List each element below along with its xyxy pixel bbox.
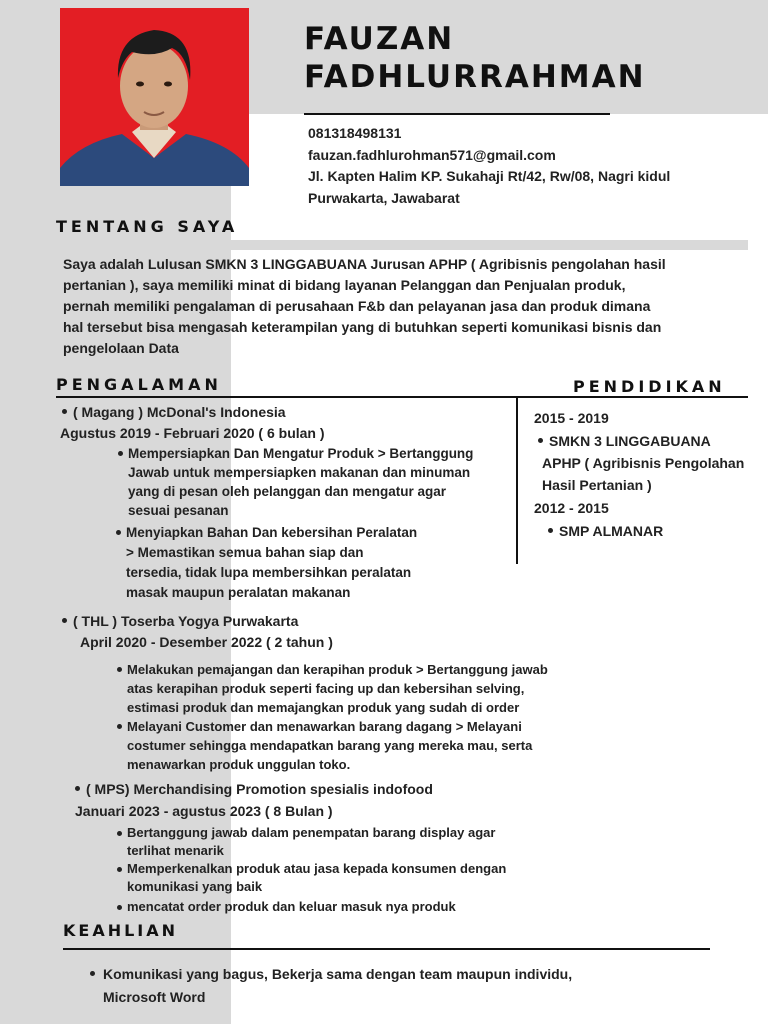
bullet-icon <box>117 867 122 872</box>
bullet-line: Memperkenalkan produk atau jasa kepada konsumen dengan <box>127 861 507 876</box>
bullet-line: Jawab untuk mempersiapken makanan dan minuman <box>128 465 471 480</box>
name-line-1: FAUZAN <box>304 21 455 57</box>
school-name: SMP ALMANAR <box>559 523 664 539</box>
about-text <box>63 254 733 359</box>
experience-divider <box>56 396 748 398</box>
job-bullet <box>127 717 532 774</box>
job-period: Januari 2023 - agustus 2023 ( 8 Bulan ) <box>75 803 333 819</box>
bullet-line: Mempersiapkan Dan Mengatur Produk > Bertanggung <box>128 446 474 461</box>
email-address: fauzan.fadhlurohman571@gmail.com <box>308 146 556 163</box>
education-detail <box>542 452 744 496</box>
name-line-2: FADHLURRAHMAN <box>304 59 646 95</box>
name-underline <box>304 113 610 115</box>
about-line: Saya adalah Lulusan SMKN 3 LINGGABUANA Jurusan APHP ( Agribisnis pengolahan hasil <box>63 256 666 272</box>
bullet-line: > Memastikan semua bahan siap dan <box>126 545 364 560</box>
job-title-text: ( Magang ) McDonal's Indonesia <box>73 404 286 420</box>
education-title: PENDIDIKAN <box>573 377 726 396</box>
job-title <box>62 404 286 420</box>
education-years: 2012 - 2015 <box>534 500 609 516</box>
skills-line: Microsoft Word <box>103 989 206 1005</box>
job-title <box>62 613 298 629</box>
education-entry <box>534 497 609 519</box>
education-entry <box>534 407 609 429</box>
address-line-2: Purwakarta, Jawabarat <box>308 189 460 206</box>
phone-number: 081318498131 <box>308 125 402 141</box>
bullet-icon <box>75 786 80 791</box>
school-name: SMKN 3 LINGGABUANA <box>549 433 711 449</box>
bullet-icon <box>117 905 122 910</box>
bullet-line: tersedia, tidak lupa membersihkan peralatan <box>126 565 412 580</box>
bullet-line: Bertanggung jawab dalam penempatan barang display agar <box>127 825 496 840</box>
about-line: pertanian ), saya memiliki minat di bidang layanan Pelanggan dan Penjualan produk, <box>63 277 626 293</box>
bullet-icon <box>117 831 122 836</box>
bullet-line: komunikasi yang baik <box>127 879 263 894</box>
about-title: TENTANG SAYA <box>56 217 239 236</box>
skills-list <box>103 963 572 1009</box>
job-title-text: ( THL ) Toserba Yogya Purwakarta <box>73 613 299 629</box>
bullet-icon <box>62 618 67 623</box>
bullet-line: masak maupun peralatan makanan <box>126 585 351 600</box>
bullet-line: Melayani Customer dan menawarkan barang dagang > Melayani <box>127 719 522 734</box>
bullet-line: Melakukan pemajangan dan kerapihan produk > Bertanggung jawab <box>127 662 548 677</box>
bullet-line: Menyiapkan Bahan Dan kebersihan Peralatan <box>126 525 418 540</box>
skills-line: Komunikasi yang bagus, Bekerja sama dengan team maupun individu, <box>103 966 573 982</box>
detail-line: APHP ( Agribisnis Pengolahan <box>542 455 745 471</box>
bullet-icon <box>117 667 122 672</box>
job-bullet <box>128 444 473 520</box>
bullet-line: atas kerapihan produk seperti facing up dan kebersihan selving, <box>127 681 525 696</box>
bullet-icon <box>118 451 123 456</box>
bullet-icon <box>62 409 67 414</box>
job-period: Agustus 2019 - Februari 2020 ( 6 bulan ) <box>60 425 325 441</box>
bullet-icon <box>90 971 95 976</box>
education-school <box>548 520 663 542</box>
bullet-icon <box>548 528 553 533</box>
profile-photo <box>60 8 249 186</box>
about-line: pernah memiliki pengalaman di perusahaan F&b dan pelayanan jasa dan produk dimana <box>63 298 651 314</box>
bullet-icon <box>116 530 121 535</box>
job-bullet <box>126 523 417 603</box>
job-bullet <box>127 824 495 860</box>
bullet-line: terlihat menarik <box>127 843 224 858</box>
job-bullet <box>127 860 506 896</box>
contact-info <box>308 123 670 209</box>
job-bullet <box>127 898 456 916</box>
about-line: pengelolaan Data <box>63 340 179 356</box>
bullet-line: costumer sehingga mendapatkan barang yang mereka mau, serta <box>127 738 533 753</box>
bullet-line: sesuai pesanan <box>128 503 229 518</box>
education-years: 2015 - 2019 <box>534 410 609 426</box>
detail-line: Hasil Pertanian ) <box>542 477 652 493</box>
job-title-text: ( MPS) Merchandising Promotion spesialis indofood <box>86 781 433 797</box>
address-line-1: Jl. Kapten Halim KP. Sukahaji Rt/42, Rw/08, Nagri kidul <box>308 168 671 184</box>
bullet-line: menawarkan produk unggulan toko. <box>127 757 351 772</box>
job-bullet <box>127 660 548 717</box>
skills-divider <box>63 948 710 950</box>
candidate-name <box>304 20 646 96</box>
experience-title: PENGALAMAN <box>56 375 222 394</box>
column-divider <box>516 398 518 564</box>
bullet-icon <box>538 438 543 443</box>
job-period: April 2020 - Desember 2022 ( 2 tahun ) <box>80 634 333 650</box>
bullet-line: mencatat order produk dan keluar masuk nya produk <box>127 899 456 914</box>
job-title <box>75 781 433 797</box>
bullet-line: estimasi produk dan memajangkan produk yang sudah di order <box>127 700 520 715</box>
skills-title: KEAHLIAN <box>63 921 179 940</box>
education-school <box>538 430 711 452</box>
about-divider-bar <box>231 240 748 250</box>
about-line: hal tersebut bisa mengasah keterampilan yang di butuhkan seperti komunikasi bisnis dan <box>63 319 662 335</box>
bullet-line: yang di pesan oleh pelanggan dan mengatur agar <box>128 484 447 499</box>
bullet-icon <box>117 724 122 729</box>
